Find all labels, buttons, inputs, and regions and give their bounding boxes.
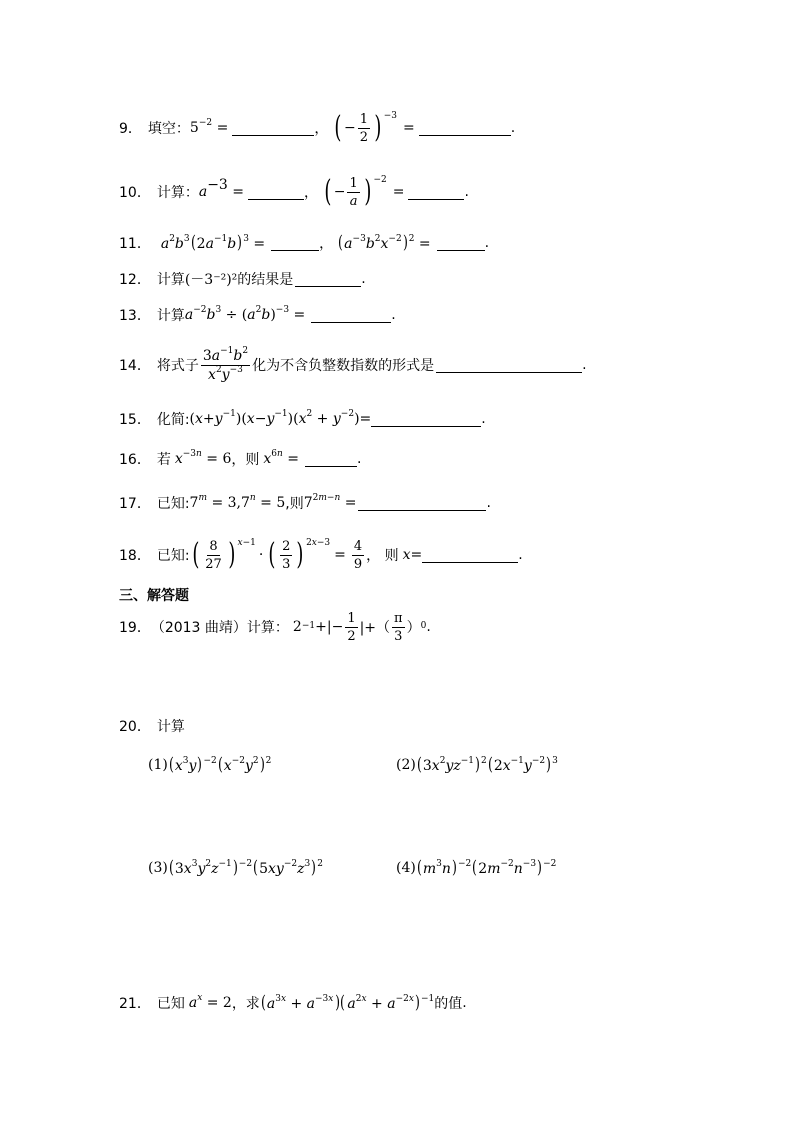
question-number: 13． [119, 308, 151, 324]
question-text: 已知: [156, 548, 190, 564]
question-text: 计算 [156, 272, 185, 288]
answer-blank[interactable] [305, 452, 357, 467]
question-text: ，则 [231, 452, 260, 468]
math-expression: $a^2b^3(2a^{-1}b)^3$ = [160, 232, 266, 253]
question-text: 的结果是 [237, 272, 294, 288]
question-18 [119, 532, 523, 578]
separator: ， [314, 121, 329, 137]
math-expression: $a^{-2}b^3 \div (a^2b)^{-3}$ = [184, 305, 306, 323]
math-expression: $(x+y^{-1})(x-y^{-1})(x^2 + y^{-2})=$ [189, 409, 372, 427]
question-text: 计算： [156, 185, 199, 201]
q20-part-2 [396, 750, 558, 780]
question-number: 12． [119, 272, 151, 288]
question-11 [119, 228, 489, 258]
answer-blank[interactable] [408, 185, 464, 200]
answer-blank[interactable] [271, 236, 319, 251]
question-21 [119, 988, 467, 1018]
math-expression: $(a^{-3}b^2x^{-2})^2$ = [338, 232, 431, 253]
period: . [510, 120, 516, 136]
question-number: 9． [119, 121, 142, 137]
answer-blank[interactable] [437, 236, 485, 251]
math-expression: (－3⁻²)² [184, 272, 238, 288]
math-expression: ( $\frac{8}{27}$ ) $^{x -1}$ · ( $\frac{2}{3}$ ) $^{2x -3}$ = $\frac{4}{9}$ [191, 537, 363, 572]
part-label: (4) [396, 860, 416, 876]
math-expression: ( − $\frac{1}{a}$ ) $^{-2}$ = [324, 174, 405, 209]
question-9 [119, 112, 515, 144]
question-text: 计算 [156, 719, 185, 735]
question-number: 18． [119, 548, 151, 564]
question-13 [119, 300, 396, 330]
period: . [361, 271, 366, 287]
math-expression: $x^{6n}$ = [263, 449, 299, 467]
question-number: 20． [119, 719, 151, 735]
period: . [518, 547, 523, 563]
question-text: 计算 [156, 308, 185, 324]
question-text: （2013 曲靖）计算： [150, 620, 289, 636]
question-text: ， 则 [366, 548, 399, 564]
period: . [391, 307, 396, 323]
question-text: 填空： [147, 121, 190, 137]
period: . [426, 619, 431, 635]
question-number: 19． [119, 620, 151, 636]
answer-blank[interactable] [248, 185, 304, 200]
math-expression: $x^{-3n} = 6$ [174, 449, 232, 467]
question-15 [119, 404, 486, 434]
math-fraction: $\frac{3a^{-1}b^2}{x^2y^{-3}}$ [202, 346, 249, 383]
answer-blank[interactable] [371, 412, 481, 427]
math-expression: $a^{-3}$ = [198, 177, 245, 200]
math-expression: $(3x^3y^2z^{-1})^{-2}(5xy^{-2}z^3)^2$ [168, 857, 324, 878]
math-expression: $7^{2m-n}$ = [303, 493, 357, 511]
part-label: (2) [396, 757, 416, 773]
math-expression: $7^m = 3,7^n = 5$ [189, 493, 286, 511]
question-12 [119, 264, 366, 294]
question-text: 已知: [156, 496, 190, 512]
math-expression: $(m^3n)^{-2}(2m^{-2}n^{-3})^{-2}$ [416, 857, 557, 878]
answer-blank[interactable] [419, 121, 511, 136]
q20-part-3 [148, 853, 323, 883]
question-14 [119, 344, 587, 386]
period: . [486, 495, 491, 511]
period: . [582, 357, 587, 373]
question-number: 15． [119, 412, 151, 428]
separator: ， [319, 236, 334, 252]
math-expression: ( − $\frac{1}{2}$ ) $^{-3}$ = [334, 110, 415, 145]
math-expression: $5^{-2}$ = [189, 118, 229, 136]
q20-part-1 [148, 750, 271, 780]
answer-blank[interactable] [358, 496, 486, 511]
answer-blank[interactable] [422, 548, 518, 563]
equals-sign: = [410, 547, 423, 563]
question-10 [119, 172, 469, 212]
question-number: 14． [119, 358, 151, 374]
question-number: 17． [119, 496, 151, 512]
math-expression: $(3x^2yz^{-1})^2(2x^{-1}y^{-2})^3$ [416, 754, 558, 775]
q20-part-4 [396, 853, 556, 883]
question-16 [119, 444, 361, 474]
question-text: 化简: [156, 412, 190, 428]
question-20 [119, 711, 185, 741]
question-text: 将式子 [156, 358, 199, 374]
math-expression: $(x^3y)^{-2}(x^{-2}y^2)^2$ [168, 754, 272, 775]
question-text: ，求 [231, 996, 260, 1012]
math-expression: 2 $^{-1}$ +|− $\frac{1}{2}$ |+（ $\frac{\pi}{3}$ ） $^0$ [292, 610, 427, 644]
question-number: 21． [119, 996, 151, 1012]
question-text: 化为不含负整数指数的形式是 [252, 358, 435, 374]
question-19 [119, 607, 431, 647]
part-label: (1) [148, 757, 168, 773]
question-text: 已知 [156, 996, 185, 1012]
math-expression: ($a^{3x} + a^{-3x}$ )( $a^{2x} + a^{-2x})^{-1}$ [260, 992, 435, 1013]
answer-blank[interactable] [295, 272, 361, 287]
period: . [462, 995, 467, 1011]
period: . [481, 411, 486, 427]
period: . [464, 184, 469, 200]
question-number: 11． [119, 236, 151, 252]
variable: x [402, 547, 411, 563]
section-heading: 三、解答题 [119, 588, 189, 604]
question-17 [119, 488, 491, 518]
question-text: 若 [156, 452, 171, 468]
period: . [484, 235, 490, 251]
question-number: 10． [119, 185, 151, 201]
question-number: 16． [119, 452, 151, 468]
separator: ， [304, 185, 319, 201]
part-label: (3) [148, 860, 168, 876]
math-expression: $a^x = 2$ [188, 993, 232, 1011]
question-text: 的值 [434, 996, 463, 1012]
answer-blank[interactable] [436, 358, 582, 373]
question-text: ,则 [285, 496, 304, 512]
answer-blank[interactable] [232, 121, 314, 136]
period: . [356, 451, 362, 467]
answer-blank[interactable] [311, 308, 391, 323]
